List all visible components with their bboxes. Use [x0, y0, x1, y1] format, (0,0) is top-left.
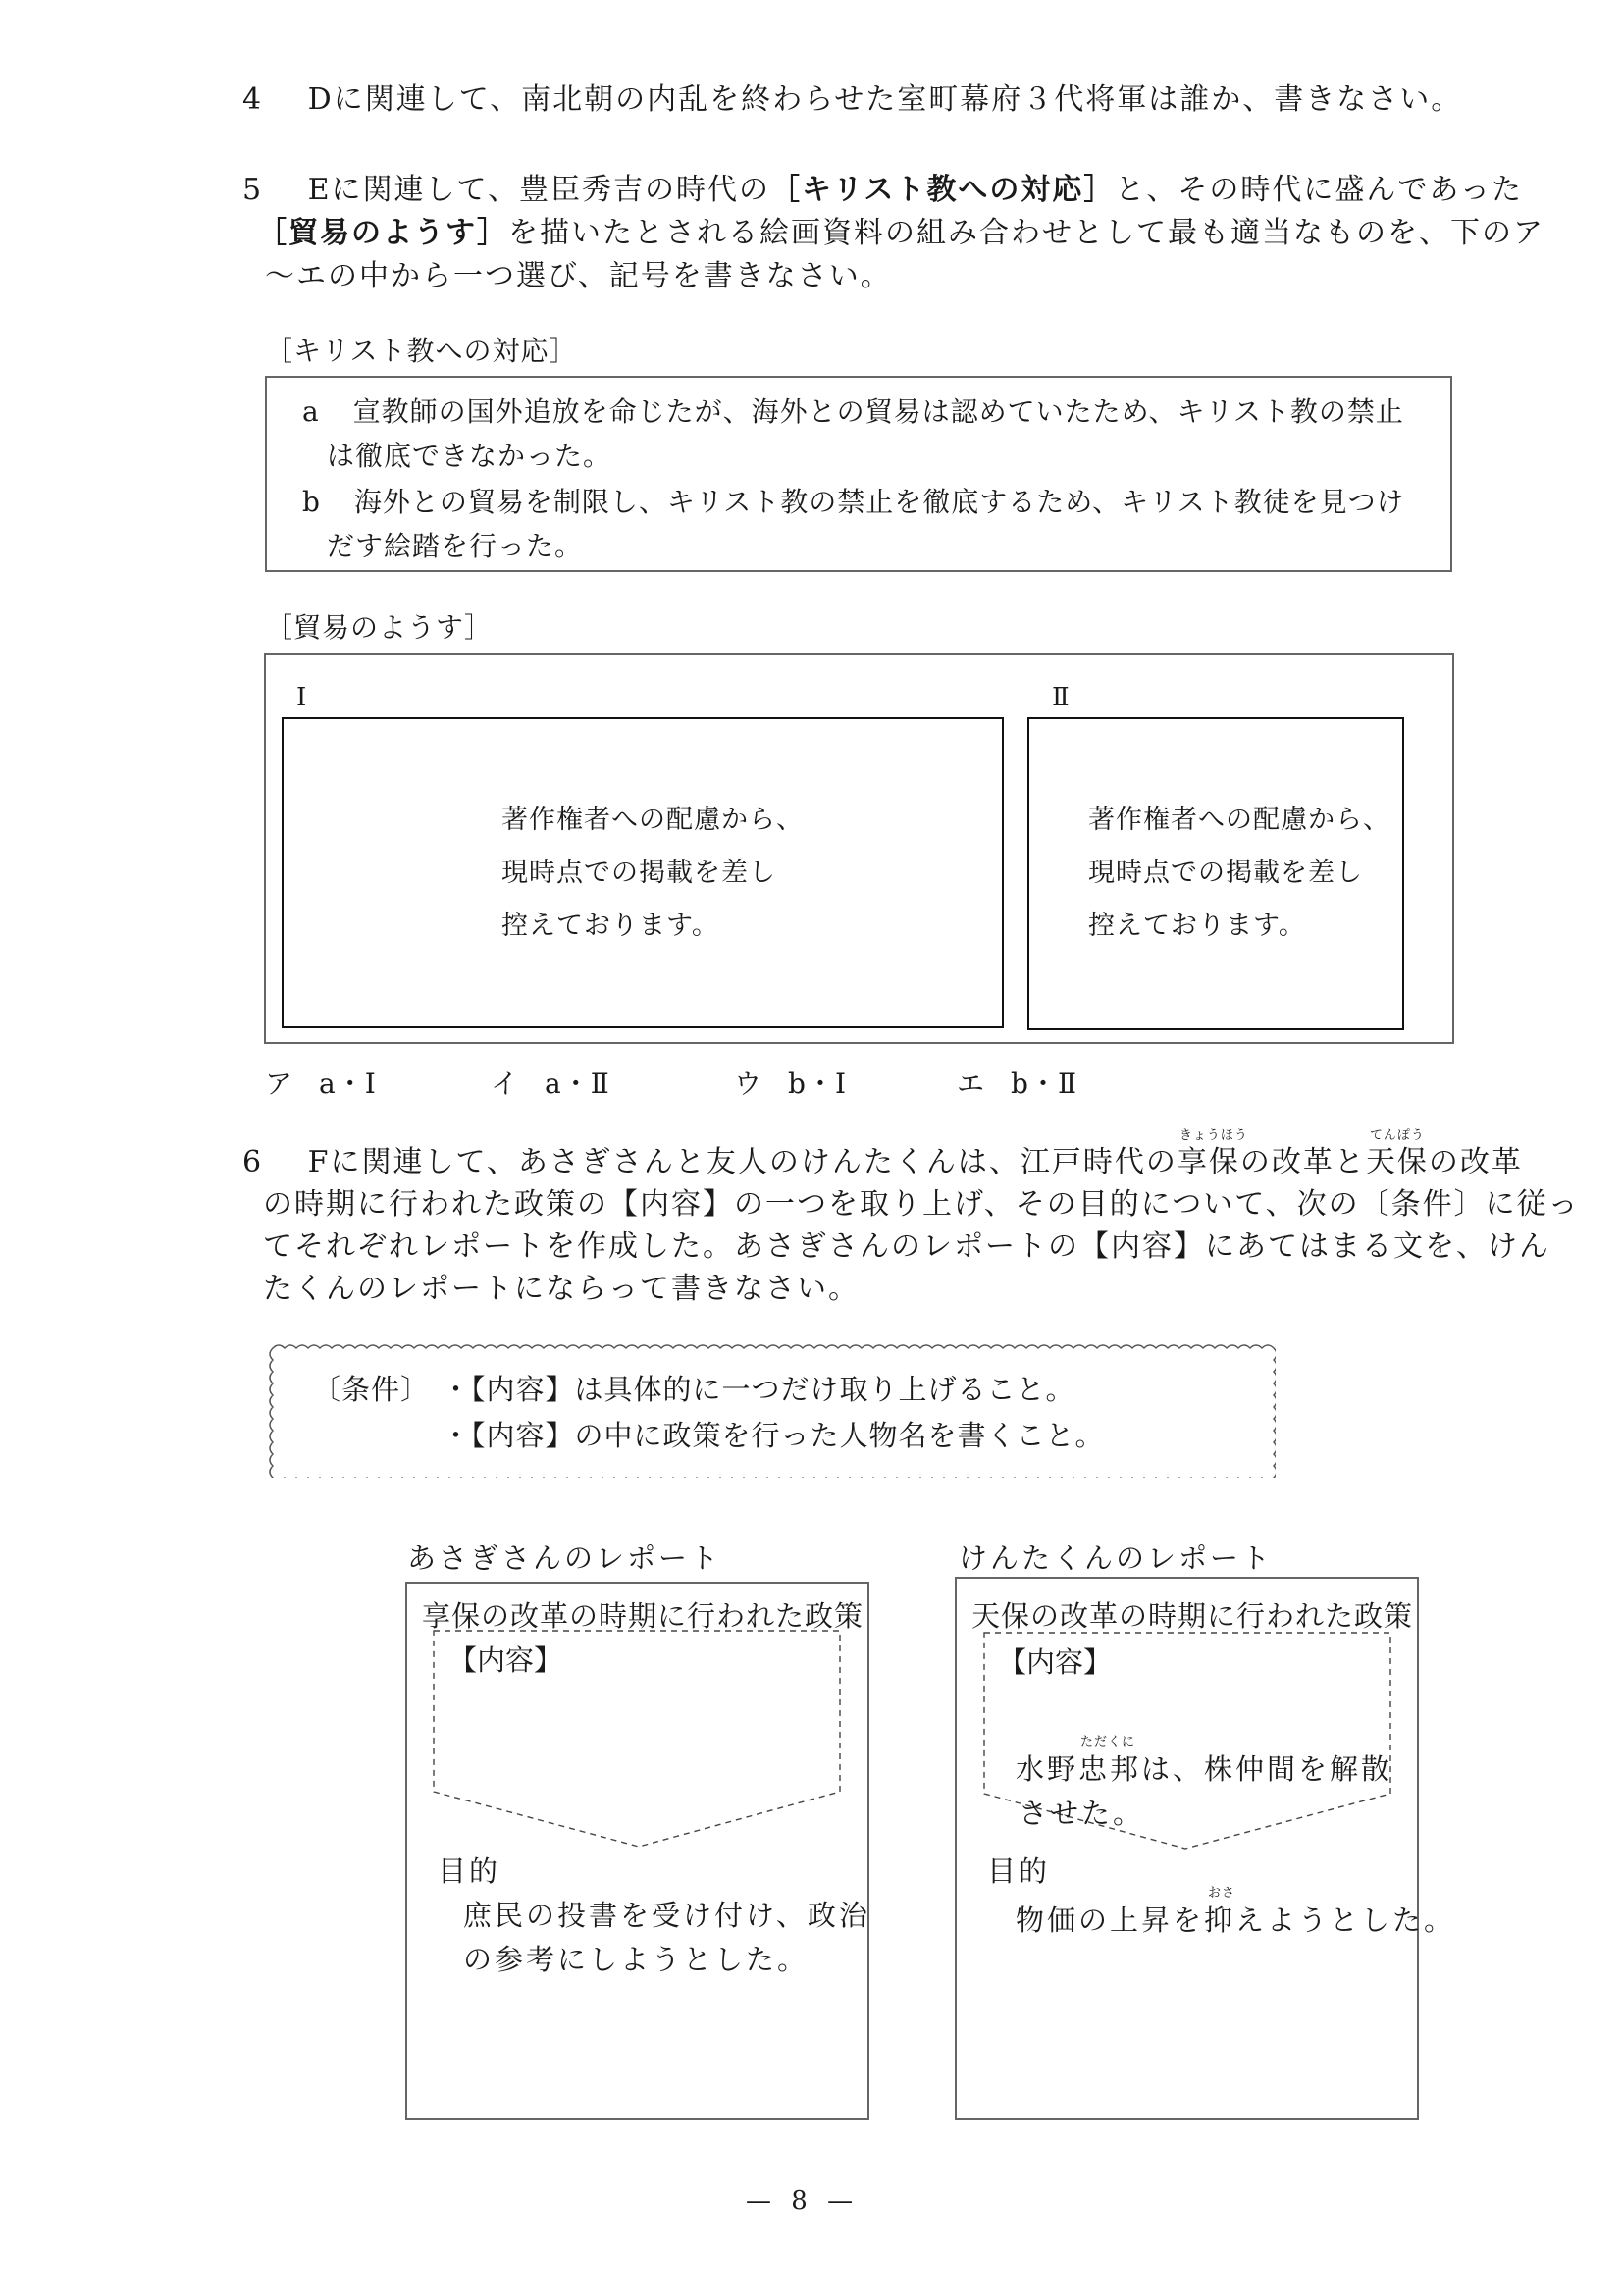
content-line-2: させた。: [1019, 1797, 1145, 1830]
item-label: b: [302, 486, 321, 518]
christian-heading: ［キリスト教への対応］: [265, 335, 578, 367]
choice-i: [491, 1063, 610, 1102]
question-5-line-2: [257, 212, 1544, 255]
report-heading: 享保の改革の時期に行われた政策: [422, 1599, 864, 1633]
question-5-line-3: ～エの中から一つ選び、記号を書きなさい。: [265, 259, 892, 293]
question-number: 6: [242, 1145, 264, 1179]
conditions-label: 〔条件〕: [312, 1373, 431, 1406]
purpose-label: 目的: [438, 1854, 501, 1888]
question-number: 4: [242, 82, 264, 117]
purpose-text: 物価の上昇を: [1016, 1904, 1205, 1937]
content-label: 【内容】: [448, 1644, 563, 1677]
purpose-line-1: [1016, 1886, 1456, 1939]
christian-item-b: [302, 481, 1405, 520]
choice-value: a・Ⅱ: [545, 1068, 610, 1100]
question-4: [242, 78, 1462, 122]
report-title-kenta: けんたくんのレポート: [959, 1541, 1274, 1575]
choice-u: [734, 1063, 847, 1102]
condition-1: ・【内容】は具体的に一つだけ取り上げること。: [442, 1373, 1075, 1406]
choice-value: b・Ⅰ: [788, 1068, 848, 1100]
image-label-1: Ⅰ: [296, 683, 307, 712]
christian-item-a: [302, 391, 1404, 430]
notice-line: 控えております。: [1088, 911, 1306, 941]
notice-line: 控えております。: [501, 911, 719, 941]
question-6-line-1: [242, 1128, 1523, 1184]
ruby-text: きょうほう: [1178, 1128, 1248, 1143]
question-text: と、その時代に盛んであった: [1115, 173, 1524, 207]
choice-kana: エ: [957, 1068, 986, 1100]
copyright-notice: [501, 794, 804, 953]
question-number: 5: [242, 173, 264, 207]
ruby-tenpo: [1365, 1128, 1429, 1184]
keyword-christian: ［キリスト教への対応］: [769, 173, 1116, 207]
christian-item-b-cont: だす絵踏を行った。: [327, 530, 584, 562]
notice-line: 現時点での掲載を差し: [501, 858, 776, 888]
question-6-line-3: てそれぞれレポートを作成した。あさぎさんのレポートの【内容】にあてはまる文を、けん: [263, 1229, 1550, 1264]
purpose-line-2: の参考にしようとした。: [463, 1943, 810, 1976]
item-text: 海外との貿易を制限し、キリスト教の禁止を徹底するため、キリスト教徒を見つけ: [353, 486, 1405, 518]
question-text: の改革: [1428, 1145, 1523, 1179]
choice-value: b・Ⅱ: [1011, 1068, 1077, 1100]
ruby-osa: [1204, 1886, 1236, 1939]
ruby-text: おさ: [1208, 1886, 1236, 1901]
ruby-base: 享保: [1177, 1145, 1240, 1179]
choice-kana: ウ: [734, 1068, 763, 1100]
conditions-wavy-border: [265, 1340, 1276, 1478]
choice-e: [957, 1063, 1077, 1102]
keyword-trade: ［貿易のようす］: [257, 216, 508, 250]
question-text: Fに関連して、あさぎさんと友人のけんたくんは、江戸時代の: [307, 1145, 1178, 1179]
ruby-tadakuni: [1078, 1735, 1142, 1788]
page-number: — 8 —: [746, 2186, 860, 2216]
question-text: Eに関連して、豊臣秀吉の時代の: [307, 173, 770, 207]
question-text: の改革と: [1239, 1145, 1366, 1179]
notice-line: 現時点での掲載を差し: [1088, 858, 1363, 888]
report-heading: 天保の改革の時期に行われた政策: [971, 1599, 1414, 1633]
question-6-line-2: の時期に行われた政策の【内容】の一つを取り上げ、その目的について、次の〔条件〕に従っ: [263, 1187, 1580, 1222]
ruby-kyoho: [1177, 1128, 1248, 1184]
choice-a: [265, 1063, 377, 1102]
question-6-line-4: たくんのレポートにならって書きなさい。: [263, 1272, 860, 1306]
notice-line: 著作権者への配慮から、: [1088, 805, 1390, 835]
question-5-line-1: [242, 169, 1523, 212]
ruby-text: てんぽう: [1369, 1128, 1425, 1143]
question-text: Dに関連して、南北朝の内乱を終わらせた室町幕府３代将軍は誰か、書きなさい。: [307, 82, 1463, 117]
content-text: 水野: [1016, 1752, 1079, 1786]
report-title-asagi: あさぎさんのレポート: [407, 1541, 722, 1575]
ruby-base: 忠邦: [1078, 1752, 1142, 1786]
ruby-text: ただくに: [1080, 1735, 1136, 1749]
christian-item-a-cont: は徹底できなかった。: [327, 440, 612, 472]
content-text: は、株仲間を解散: [1141, 1752, 1393, 1786]
trade-heading: ［貿易のようす］: [265, 611, 494, 644]
choice-value: a・Ⅰ: [319, 1068, 377, 1100]
content-line-1: [1016, 1735, 1393, 1788]
item-text: 宣教師の国外追放を命じたが、海外との貿易は認めていたため、キリスト教の禁止: [352, 395, 1404, 428]
image-label-2: Ⅱ: [1052, 683, 1070, 712]
notice-line: 著作権者への配慮から、: [501, 805, 804, 835]
image-placeholder-2: [1027, 717, 1404, 1030]
choice-kana: ア: [265, 1068, 294, 1100]
purpose-line-1: 庶民の投書を受け付け、政治: [463, 1899, 870, 1932]
copyright-notice: [1088, 794, 1390, 953]
item-label: a: [302, 395, 320, 428]
purpose-text: えようとした。: [1235, 1904, 1456, 1937]
image-placeholder-1: [282, 717, 1004, 1028]
choice-kana: イ: [491, 1068, 520, 1100]
ruby-base: 抑: [1204, 1904, 1236, 1937]
condition-2: ・【内容】の中に政策を行った人物名を書くこと。: [442, 1419, 1105, 1452]
ruby-base: 天保: [1365, 1145, 1429, 1179]
question-text: を描いたとされる絵画資料の組み合わせとして最も適当なものを、下のア: [508, 216, 1544, 250]
purpose-label: 目的: [987, 1854, 1051, 1888]
content-label: 【内容】: [998, 1645, 1113, 1679]
